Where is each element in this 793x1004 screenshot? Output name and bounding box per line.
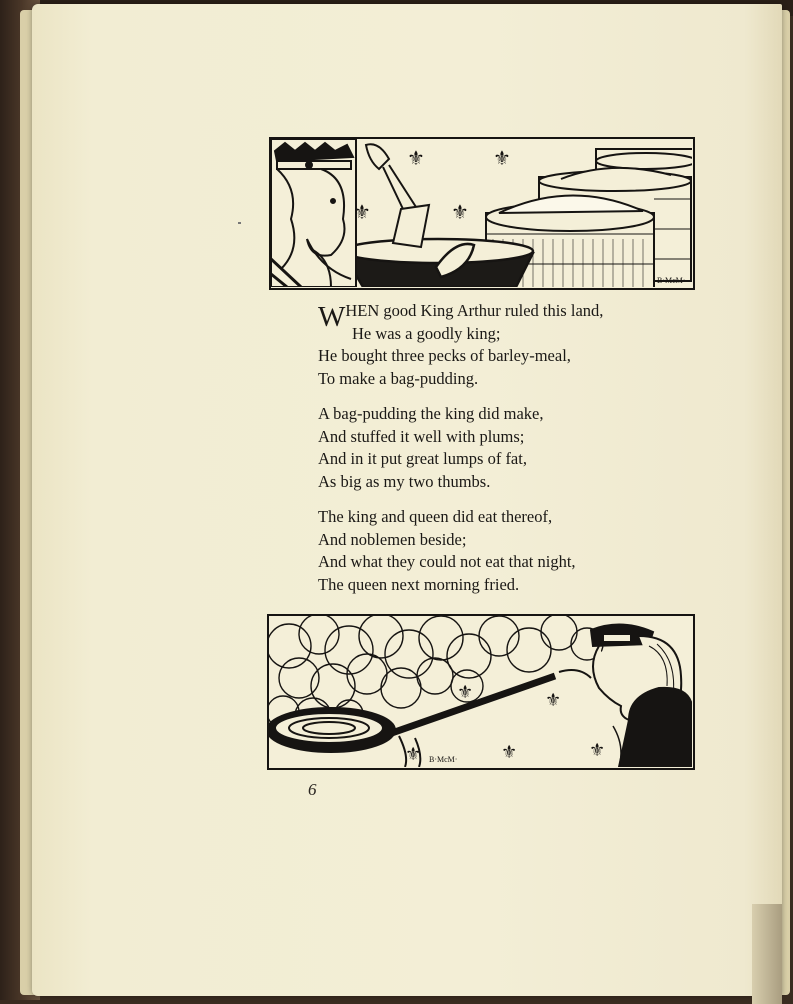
poem-line: He bought three pecks of barley-meal, [318,346,571,365]
artist-signature-top: B·McM· [657,276,686,285]
svg-text:⚜: ⚜ [589,740,606,761]
svg-text:⚜: ⚜ [493,146,511,170]
poem-line: And in it put great lumps of fat, [318,449,527,468]
queen-hand [559,670,591,678]
svg-text:⚜: ⚜ [457,682,474,703]
artist-signature-bottom: B·McM· [429,755,458,764]
poem-line: HEN good King Arthur ruled this land, [345,301,604,320]
drop-cap: W [318,301,345,333]
poem-line: He was a goodly king; [352,323,501,343]
queen-robe [619,688,692,767]
page-edge [752,904,782,1004]
stanza-2 [318,403,698,493]
svg-text:⚜: ⚜ [353,200,371,224]
queen-face [593,646,629,720]
stanza-3 [318,506,698,596]
poem-line: The queen next morning fried. [318,574,520,594]
poem-line: And noblemen beside; [318,529,467,549]
king-pudding-drawing [271,139,692,287]
page-number: 6 [308,780,317,799]
poem-line: To make a bag-pudding. [318,368,479,388]
poem-line: As big as my two thumbs. [318,471,491,491]
svg-text:⚜: ⚜ [545,690,562,711]
poem-line: A bag-pudding the king did make, [318,404,544,423]
poem-line: The king and queen did eat thereof, [318,507,553,526]
illustration-queen-frying [267,614,695,770]
poem-line: And stuffed it well with plums; [318,426,525,446]
svg-text:⚜: ⚜ [407,146,425,170]
poem [318,300,698,609]
svg-text:⚜: ⚜ [405,744,422,765]
queen-frying-drawing [269,616,692,767]
svg-text:⚜: ⚜ [451,200,469,224]
stanza-1 [318,300,698,390]
svg-text:⚜: ⚜ [501,742,518,763]
paper-speck [238,222,241,224]
poem-line: And what they could not eat that night, [318,552,576,571]
illustration-king-pudding [269,137,695,290]
